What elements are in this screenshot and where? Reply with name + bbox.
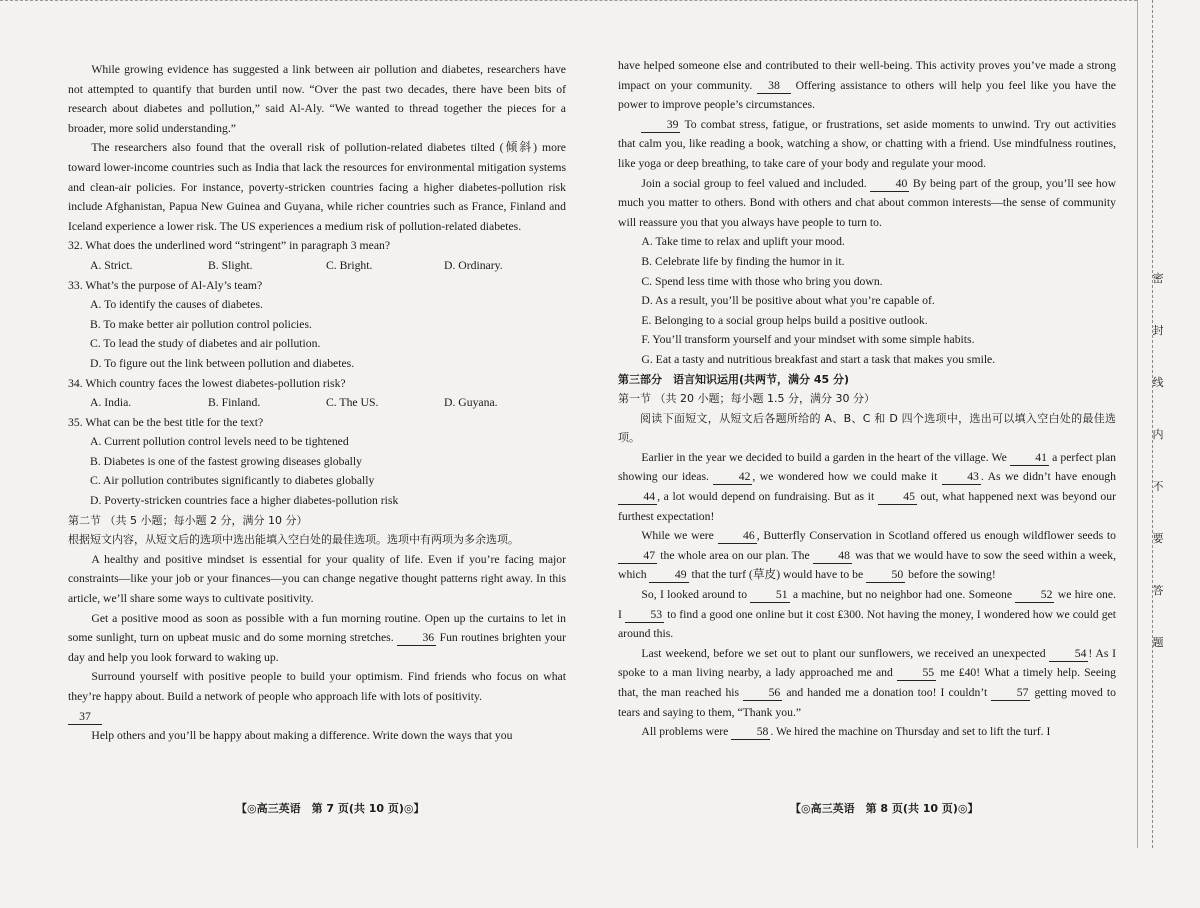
choice-option: C. Spend less time with those who bring you down. xyxy=(641,274,883,288)
question-33-stem: 33. What’s the purpose of Al-Aly’s team? xyxy=(68,278,263,292)
cloze-text: While we were xyxy=(641,529,718,543)
cloze-text: Earlier in the year we decided to build a garden in the heart of the village. We xyxy=(641,450,1010,464)
cloze-paragraph xyxy=(618,644,1116,722)
option: C. To lead the study of diabetes and air pollution. xyxy=(90,337,321,351)
blank-38: 38 xyxy=(757,79,791,94)
seal-char: 线 xyxy=(1152,376,1164,389)
cloze-text: before the sowing! xyxy=(905,568,996,582)
blank-44: 44 xyxy=(618,490,657,505)
cloze-text: and handed me a donation too! I couldn’t xyxy=(782,686,992,699)
choice-option: A. Take time to relax and uplift your mood. xyxy=(641,235,845,249)
cloze-paragraph xyxy=(618,585,1116,644)
blank-41: 41 xyxy=(1010,451,1049,466)
option: D. Guyana. xyxy=(444,396,498,410)
blank-58: 58 xyxy=(731,725,770,740)
cloze-text: a perfect plan showing our ideas. xyxy=(618,450,1116,484)
cloze-paragraph xyxy=(618,448,1116,526)
page-footer: 【◎高三英语 第 8 页(共 10 页)◎】 xyxy=(790,802,979,815)
question-34-options xyxy=(68,393,566,413)
blank-43: 43 xyxy=(942,470,981,485)
cloze-text: getting moved to tears and saying to them, “Thank you.” xyxy=(618,686,1116,719)
passage-paragraph xyxy=(68,609,566,668)
cloze-text: . As we didn’t have enough xyxy=(980,470,1116,484)
blank-36: 36 xyxy=(397,631,436,646)
cloze-text: , a lot would depend on fundraising. But as it xyxy=(657,490,878,504)
option: C. Bright. xyxy=(326,258,373,272)
cloze-text: Last weekend, before we set out to plant our sunflowers, we received an unexpected xyxy=(641,646,1050,660)
seal-char: 答 xyxy=(1152,584,1164,597)
blank-50: 50 xyxy=(866,568,905,583)
question-35-stem: 35. What can be the best title for the text? xyxy=(68,415,264,429)
question-34-stem: 34. Which country faces the lowest diabetes-pollution risk? xyxy=(68,376,346,390)
section-1-instructions: 阅读下面短文，从短文后各题所给的 A、B、C 和 D 四个选项中，选出可以填入空白处的最佳选项。 xyxy=(618,411,1116,445)
blank-51: 51 xyxy=(750,588,789,603)
option: D. Poverty-stricken countries face a higher diabetes-pollution risk xyxy=(90,494,399,508)
choice-option: D. As a result, you’ll be positive about what you’re capable of. xyxy=(641,294,935,308)
blank-line xyxy=(68,707,566,727)
blank-46: 46 xyxy=(718,529,757,544)
paragraph-text: Join a social group to feel valued and included. xyxy=(641,176,867,190)
seal-char: 要 xyxy=(1152,532,1164,545)
passage-paragraph xyxy=(618,174,1116,233)
seal-char: 密 xyxy=(1152,272,1164,285)
option: B. Diabetes is one of the fastest growing diseases globally xyxy=(90,454,363,468)
paragraph-text: Fun routines brighten your day and help you look forward to waking up. xyxy=(68,631,567,664)
left-page xyxy=(68,60,566,908)
section-2-heading: 第二节 （共 5 小题；每小题 2 分，满分 10 分） xyxy=(68,513,308,527)
cloze-text: a machine, but no neighbor had one. Someone xyxy=(789,588,1016,602)
question-32-stem: 32. What does the underlined word “stringent” in paragraph 3 mean? xyxy=(68,239,391,253)
question-32-options xyxy=(68,256,566,276)
section-2-instructions: 根据短文内容，从短文后的选项中选出能填入空白处的最佳选项。选项中有两项为多余选项。 xyxy=(68,533,519,547)
section-1-heading: 第一节 （共 20 小题；每小题 1.5 分，满分 30 分） xyxy=(618,392,875,406)
passage-paragraph xyxy=(618,115,1116,174)
option: A. India. xyxy=(90,396,132,410)
option: D. To figure out the link between pollution and diabetes. xyxy=(90,356,355,370)
passage-paragraph: While growing evidence has suggested a link between air pollution and diabetes, researchers have not attempted to quantify that burden until now. “Over the past two decades, there have been bits of research about diabetes and pollution,” said Al-Aly. “We wanted to thread together the pieces for a broader, more solid understanding.” xyxy=(68,63,566,135)
page-footer: 【◎高三英语 第 7 页(共 10 页)◎】 xyxy=(236,802,425,815)
cloze-text: . We hired the machine on Thursday and set to lift the turf. I xyxy=(770,725,1051,739)
page-top-border xyxy=(0,0,1137,1)
option: B. Slight. xyxy=(208,258,253,272)
option: C. The US. xyxy=(326,396,379,410)
option: B. Finland. xyxy=(208,396,261,410)
option: C. Air pollution contributes significantly to diabetes globally xyxy=(90,474,375,488)
cloze-paragraph xyxy=(618,526,1116,585)
paragraph-text: Surround yourself with positive people to build your optimism. Find friends who focus on what they’re happy about. Build a network of people who approach life with lots of positivity. xyxy=(68,670,566,703)
blank-57: 57 xyxy=(991,686,1030,701)
choice-option: E. Belonging to a social group helps build a positive outlook. xyxy=(641,313,928,327)
cloze-text: All problems were xyxy=(641,725,732,739)
seal-char: 题 xyxy=(1152,636,1164,649)
blank-47: 47 xyxy=(618,549,657,564)
cloze-text: out, what happened next was beyond our furthest expectation! xyxy=(618,490,1117,523)
cloze-text: to find a good one online but it cost ₤300. Not having the money, I wondered how we could get around this. xyxy=(618,607,1116,641)
cloze-text: , we wondered how we could make it xyxy=(752,470,942,484)
cloze-text: , Butterfly Conservation in Scotland offered us enough wildflower seeds to xyxy=(756,529,1116,543)
cloze-text: the whole area on our plan. The xyxy=(657,548,813,562)
blank-42: 42 xyxy=(713,470,752,485)
blank-49: 49 xyxy=(649,568,688,583)
cloze-text: was that we would have to sow the seed within a week, which xyxy=(618,548,1116,582)
option: A. To identify the causes of diabetes. xyxy=(90,298,263,312)
seal-char: 封 xyxy=(1152,324,1164,337)
cloze-text: that the turf (草皮) would have to be xyxy=(688,568,867,582)
blank-40: 40 xyxy=(870,177,909,192)
paragraph-text: To combat stress, fatigue, or frustrations, set aside moments to unwind. Try out activities that calm you, like reading a book, watching a show, or chatting with a friend. Use mindfulness routines, like yoga or deep breathing, to take care of your body and regulate your mood. xyxy=(618,117,1116,170)
blank-48: 48 xyxy=(813,549,852,564)
blank-55: 55 xyxy=(897,666,936,681)
paragraph-text: Offering assistance to others will help you feel like you have the power to improve people’s circumstances. xyxy=(618,78,1116,112)
passage-paragraph: A healthy and positive mindset is essential for your quality of life. Even if you’re facing major constraints—like your job or your finances—you can change negative thought patterns right away. In this article, we’ll share some ways to cultivate positivity. xyxy=(68,552,566,606)
sealing-strip xyxy=(1137,0,1200,848)
cloze-text: So, I looked around to xyxy=(641,588,751,602)
blank-54: 54 xyxy=(1049,647,1088,662)
blank-45: 45 xyxy=(878,490,917,505)
seal-char: 不 xyxy=(1152,480,1164,493)
sealing-notice xyxy=(1148,270,1168,686)
choice-option: G. Eat a tasty and nutritious breakfast and start a task that makes you smile. xyxy=(641,352,996,366)
paragraph-text: have helped someone else and contributed to their well-being. This activity proves you’ve made a strong impact on your community. xyxy=(618,59,1116,92)
blank-56: 56 xyxy=(743,686,782,701)
passage-paragraph: Help others and you’ll be happy about making a difference. Write down the ways that you xyxy=(91,729,513,743)
passage-paragraph xyxy=(618,56,1116,115)
blank-53: 53 xyxy=(625,608,664,623)
seal-char: 内 xyxy=(1152,428,1164,441)
blank-39: 39 xyxy=(641,118,680,133)
option: A. Current pollution control levels need to be tightened xyxy=(90,435,349,449)
cloze-text: ! As I spoke to a man living nearby, a lady approached me and xyxy=(618,646,1116,680)
right-page xyxy=(618,56,1116,904)
option: B. To make better air pollution control policies. xyxy=(90,317,312,331)
paragraph-text: Get a positive mood as soon as possible with a fun morning routine. Open up the curtains to let in some sunlight, turn on upbeat music and do some morning stretches. xyxy=(68,611,566,645)
passage-paragraph xyxy=(68,667,566,706)
cloze-text: we hire one. I xyxy=(618,588,1116,621)
cloze-paragraph xyxy=(618,722,1116,742)
choice-option: B. Celebrate life by finding the humor in it. xyxy=(641,254,845,268)
passage-paragraph: The researchers also found that the overall risk of pollution-related diabetes tilted (倾斜) more toward lower-income countries such as India that lack the resources for environmental mitigation systems and clean-air policies. For instance, poverty-stricken countries facing a higher diabetes-pollution risk include Afghanistan, Papua New Guinea and Guyana, while richer countries such as France, Finland and Iceland experience a lower risk. The US experiences a medium risk of pollution-related diabetes. xyxy=(68,141,566,233)
option: D. Ordinary. xyxy=(444,258,503,272)
cloze-text: me ₤40! What a timely help. Seeing that, the man reached his xyxy=(618,666,1116,699)
part-3-heading: 第三部分 语言知识运用(共两节，满分 45 分) xyxy=(618,372,850,386)
paragraph-text: By being part of the group, you’ll see how much you matter to others. Bond with others and chat about common interests—the sense of community will reassure you that you always have people to turn to. xyxy=(618,176,1117,229)
blank-52: 52 xyxy=(1015,588,1054,603)
blank-37: 37 xyxy=(68,710,102,725)
option: A. Strict. xyxy=(90,258,133,272)
choice-option: F. You’ll transform yourself and your mindset with some simple habits. xyxy=(641,333,975,347)
